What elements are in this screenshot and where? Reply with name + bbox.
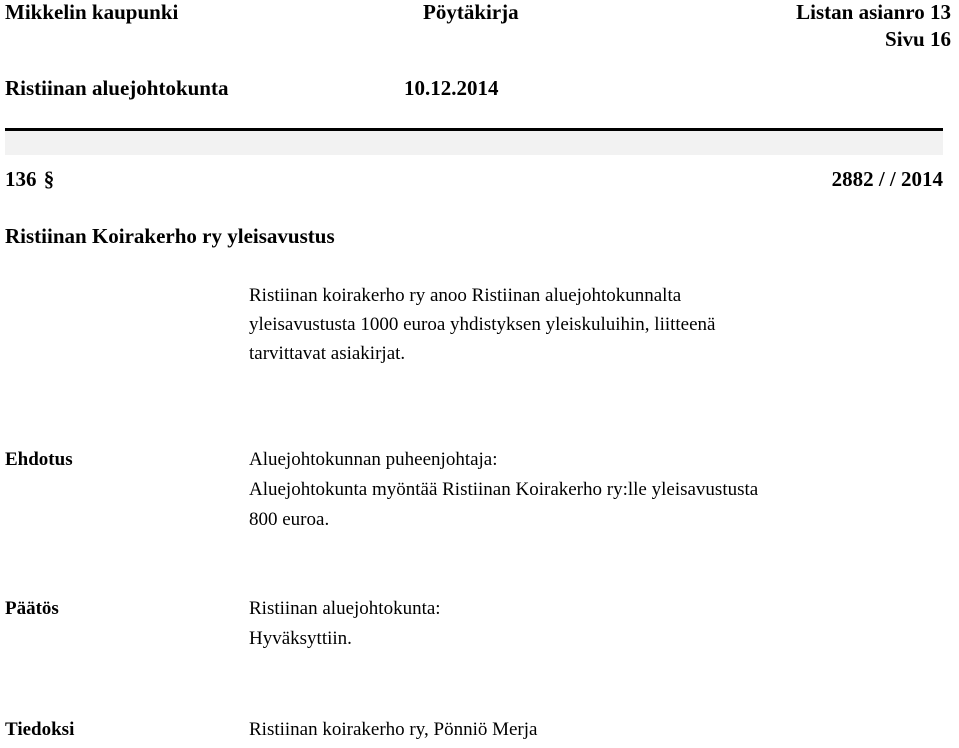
description-block: [249, 284, 715, 371]
agenda-item-number: Listan asianro 13: [796, 0, 951, 24]
proposal-line: 800 euroa.: [249, 509, 330, 530]
decision-line: Hyväksyttiin.: [249, 628, 352, 649]
organization-name: Mikkelin kaupunki: [5, 0, 179, 24]
proposal-line: Aluejohtokunta myöntää Ristiinan Koirakerho ry:lle yleisavustusta: [249, 479, 759, 500]
proposal-block: [249, 448, 758, 538]
description-line: tarvittavat asiakirjat.: [249, 343, 406, 364]
proposal-label: Ehdotus: [5, 449, 73, 470]
section-number-line: [5, 167, 54, 191]
page-number: Sivu 16: [885, 27, 951, 51]
decision-block: [249, 597, 441, 657]
section-title: Ristiinan Koirakerho ry yleisavustus: [5, 224, 335, 248]
document-type: Pöytäkirja: [423, 0, 519, 24]
paragraph-sign: §: [43, 167, 55, 191]
diary-number: 2882 / / 2014: [831, 167, 943, 191]
decision-label: Päätös: [5, 598, 59, 619]
proposal-line: Aluejohtokunnan puheenjohtaja:: [249, 449, 498, 470]
header-shade-band: [5, 131, 943, 155]
description-line: yleisavustusta 1000 euroa yhdistyksen yleiskuluihin, liitteenä: [249, 314, 716, 335]
meeting-body: Ristiinan aluejohtokunta: [5, 76, 229, 100]
decision-line: Ristiinan aluejohtokunta:: [249, 598, 441, 619]
information-line: Ristiinan koirakerho ry, Pönniö Merja: [249, 719, 538, 740]
meeting-date: 10.12.2014: [404, 76, 499, 100]
description-line: Ristiinan koirakerho ry anoo Ristiinan aluejohtokunnalta: [249, 285, 682, 306]
information-label: Tiedoksi: [5, 719, 75, 740]
section-number: 136: [5, 167, 37, 191]
